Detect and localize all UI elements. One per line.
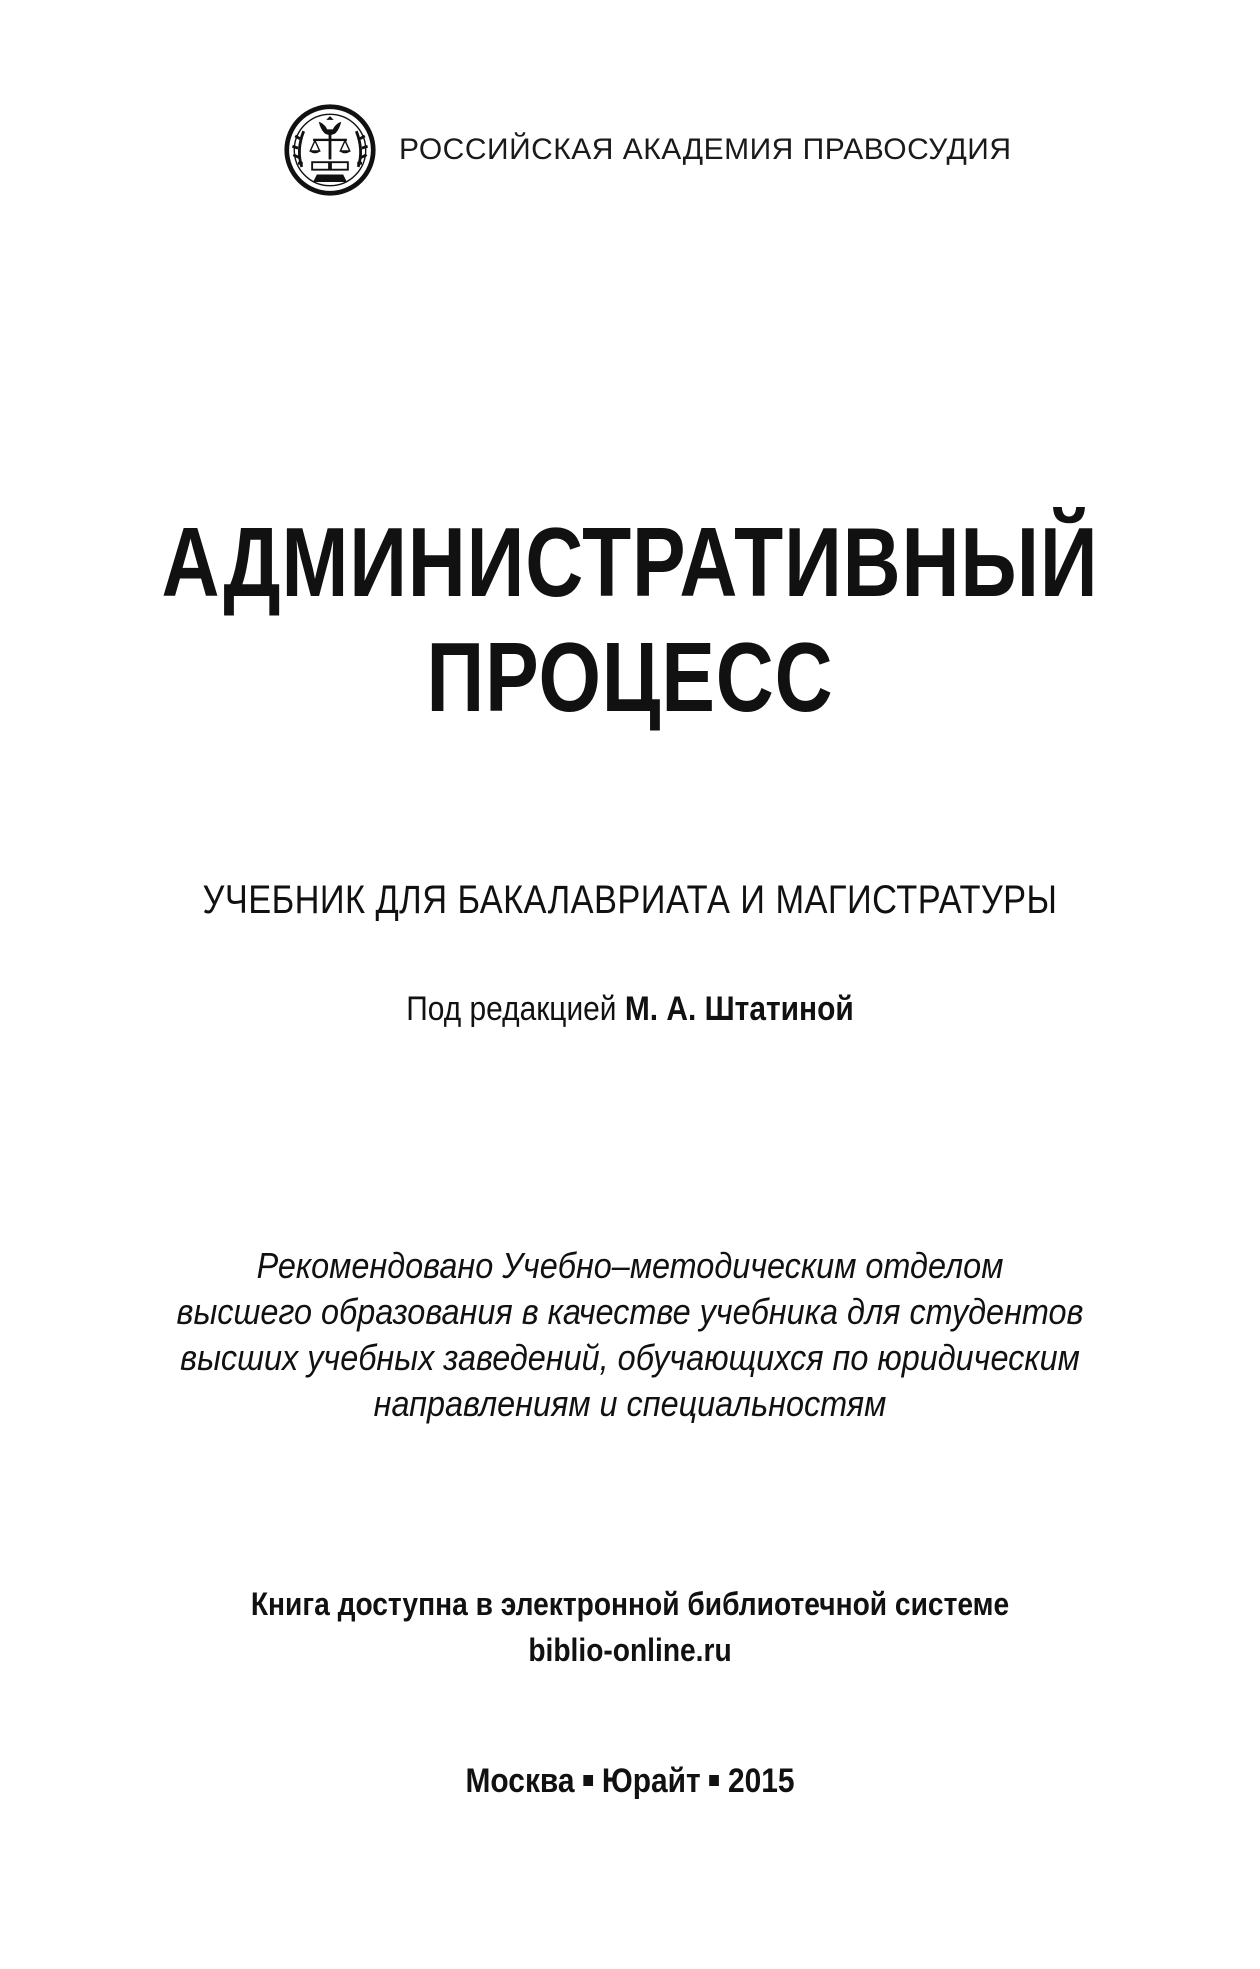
library-url: biblio-online.ru: [528, 1632, 732, 1668]
recommendation-line: направлениям и специальностям: [373, 1383, 887, 1424]
library-notice-text: Книга доступна в электронной библиотечной системе: [250, 1586, 1010, 1622]
editor-line: [76, 990, 1185, 1029]
recommendation-line: высшего образования в качестве учебника для студентов: [176, 1291, 1084, 1332]
recommendation: [63, 1243, 1197, 1427]
academy-emblem-icon: [283, 101, 377, 199]
imprint-year: 2015: [727, 1762, 795, 1800]
imprint: [76, 1762, 1185, 1801]
editor-name: М. А. Штатиной: [624, 990, 854, 1028]
editor-prefix: Под редакцией: [406, 990, 617, 1028]
library-notice: [76, 1581, 1185, 1673]
recommendation-line: высших учебных заведений, обучающихся по юридическим: [180, 1337, 1080, 1378]
book-title: [113, 505, 1146, 735]
imprint-city: Москва: [465, 1762, 575, 1800]
imprint-publisher: Юрайт: [601, 1762, 701, 1800]
recommendation-line: Рекомендовано Учебно–методическим отделом: [256, 1245, 1004, 1286]
title-line-2: ПРОЦЕСС: [426, 622, 834, 732]
header: [283, 100, 1012, 200]
bullet-separator: [709, 1775, 719, 1786]
organization-name: РОССИЙСКАЯ АКАДЕМИЯ ПРАВОСУДИЯ: [399, 133, 1012, 166]
title-line-1: АДМИНИСТРАТИВНЫЙ: [161, 507, 1099, 617]
bullet-separator: [583, 1775, 593, 1786]
book-subtitle: УЧЕБНИК ДЛЯ БАКАЛАВРИАТА И МАГИСТРАТУРЫ: [202, 878, 1058, 922]
